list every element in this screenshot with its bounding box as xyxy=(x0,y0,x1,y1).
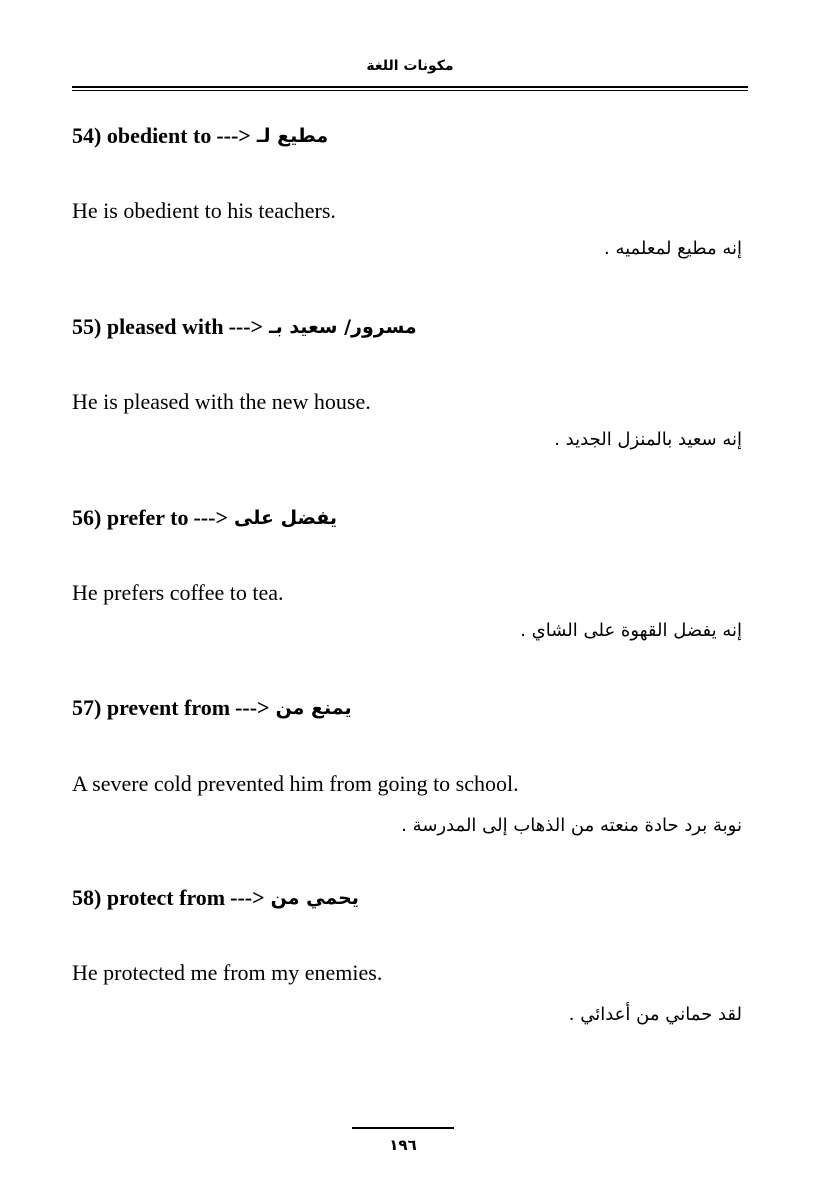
vocab-entry-58 xyxy=(72,880,748,1025)
entry-number: 54) xyxy=(72,123,102,148)
entry-heading xyxy=(72,309,748,345)
running-header: مكونات اللغة xyxy=(366,58,454,74)
arrow-icon: ---> xyxy=(235,695,270,720)
entry-heading xyxy=(72,880,748,916)
vocab-entry-57 xyxy=(72,690,748,836)
entry-phrase: protect from xyxy=(106,885,226,910)
entry-heading xyxy=(72,118,748,154)
entry-number: 56) xyxy=(72,505,102,530)
example-arabic: لقد حماني من أعدائي . xyxy=(568,1004,742,1025)
entry-phrase: prefer to xyxy=(106,505,189,530)
entry-arabic: يمنع من xyxy=(275,697,352,719)
vocab-entry-56 xyxy=(72,500,748,641)
entry-heading xyxy=(72,690,748,726)
example-arabic: إنه مطيع لمعلميه . xyxy=(604,238,742,259)
entry-arabic: يحمي من xyxy=(270,887,359,909)
footer-rule xyxy=(352,1127,454,1129)
header-rule xyxy=(72,86,748,91)
example-arabic: نوبة برد حادة منعته من الذهاب إلى المدرسة . xyxy=(401,815,742,836)
entry-phrase: obedient to xyxy=(106,123,212,148)
arrow-icon: ---> xyxy=(193,505,228,530)
example-english: A severe cold prevented him from going to school. xyxy=(72,771,519,796)
vocab-entry-54 xyxy=(72,118,748,259)
entry-number: 58) xyxy=(72,885,102,910)
arrow-icon: ---> xyxy=(230,885,265,910)
example-english: He prefers coffee to tea. xyxy=(72,580,284,605)
entry-heading xyxy=(72,500,748,536)
entry-number: 55) xyxy=(72,314,102,339)
vocab-entry-55 xyxy=(72,309,748,450)
example-english: He protected me from my enemies. xyxy=(72,960,383,985)
example-arabic: إنه يفضل القهوة على الشاي . xyxy=(520,620,742,641)
arrow-icon: ---> xyxy=(228,314,264,339)
entry-arabic: مطيع لـ xyxy=(256,125,329,147)
example-english: He is obedient to his teachers. xyxy=(72,198,336,223)
page-number: ١٩٦ xyxy=(389,1136,417,1154)
example-arabic: إنه سعيد بالمنزل الجديد . xyxy=(554,429,742,450)
entry-phrase: prevent from xyxy=(106,695,231,720)
entry-phrase: pleased with xyxy=(106,314,224,339)
entry-arabic: يفضل على xyxy=(234,507,338,529)
arrow-icon: ---> xyxy=(216,123,251,148)
entry-number: 57) xyxy=(72,695,102,720)
entry-arabic: مسرور/ سعيد بـ xyxy=(269,316,417,338)
example-english: He is pleased with the new house. xyxy=(72,389,371,414)
